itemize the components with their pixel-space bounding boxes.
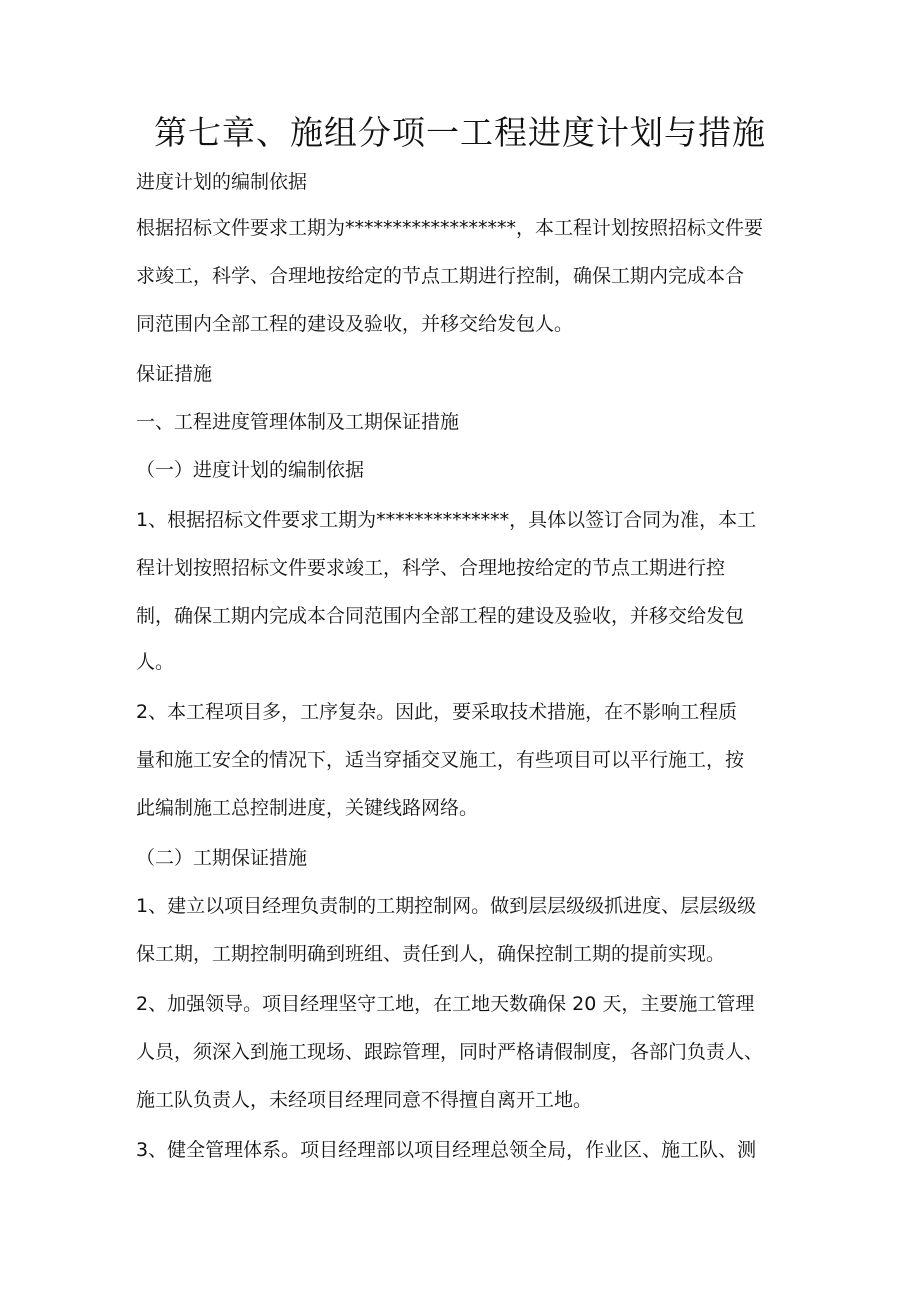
- paragraph-line: 人员，须深入到施工现场、跟踪管理，同时严格请假制度，各部门负责人、: [136, 1041, 764, 1063]
- subsection-heading-two: （二）工期保证措施: [136, 847, 308, 869]
- paragraph-line: 制，确保工期内完成本合同范围内全部工程的建设及验收，并移交给发包: [136, 605, 745, 627]
- section-heading-measures: 保证措施: [136, 363, 213, 385]
- paragraph-line: 保工期，工期控制明确到班组、责任到人，确保控制工期的提前实现。: [136, 943, 726, 965]
- section-heading-one: 一、工程进度管理体制及工期保证措施: [136, 411, 460, 433]
- paragraph-line: 2、本工程项目多，工序复杂。因此，要采取技术措施，在不影响工程质: [136, 701, 738, 723]
- paragraph-line: 2、加强领导。项目经理坚守工地，在工地天数确保 20 天，主要施工管理: [136, 993, 755, 1015]
- subsection-heading-one: （一）进度计划的编制依据: [136, 459, 365, 481]
- paragraph-line: 3、健全管理体系。项目经理部以项目经理总领全局，作业区、施工队、测: [136, 1139, 757, 1161]
- paragraph-line: 1、建立以项目经理负责制的工期控制网。做到层层级级抓进度、层层级级: [136, 895, 757, 917]
- section-heading-basis: 进度计划的编制依据: [136, 171, 308, 193]
- paragraph-line: 量和施工安全的情况下，适当穿插交叉施工，有些项目可以平行施工，按: [136, 749, 745, 771]
- paragraph-line: 施工队负责人，未经项目经理同意不得擅自离开工地。: [136, 1089, 593, 1111]
- paragraph-line: 程计划按照招标文件要求竣工，科学、合理地按给定的节点工期进行控: [136, 557, 726, 579]
- paragraph-line: 同范围内全部工程的建设及验收，并移交给发包人。: [136, 313, 574, 335]
- paragraph-line: 人。: [136, 651, 175, 673]
- paragraph-line: 求竣工，科学、合理地按给定的节点工期进行控制，确保工期内完成本合: [136, 265, 745, 287]
- paragraph-line: 此编制施工总控制进度，关键线路网络。: [136, 797, 479, 819]
- page-title: 第七章、施组分项一工程进度计划与措施: [154, 113, 766, 152]
- paragraph-line: 1、根据招标文件要求工期为**************，具体以签订合同为准，本工: [136, 509, 757, 531]
- paragraph-line: 根据招标文件要求工期为******************，本工程计划按照招标文件要: [136, 217, 764, 239]
